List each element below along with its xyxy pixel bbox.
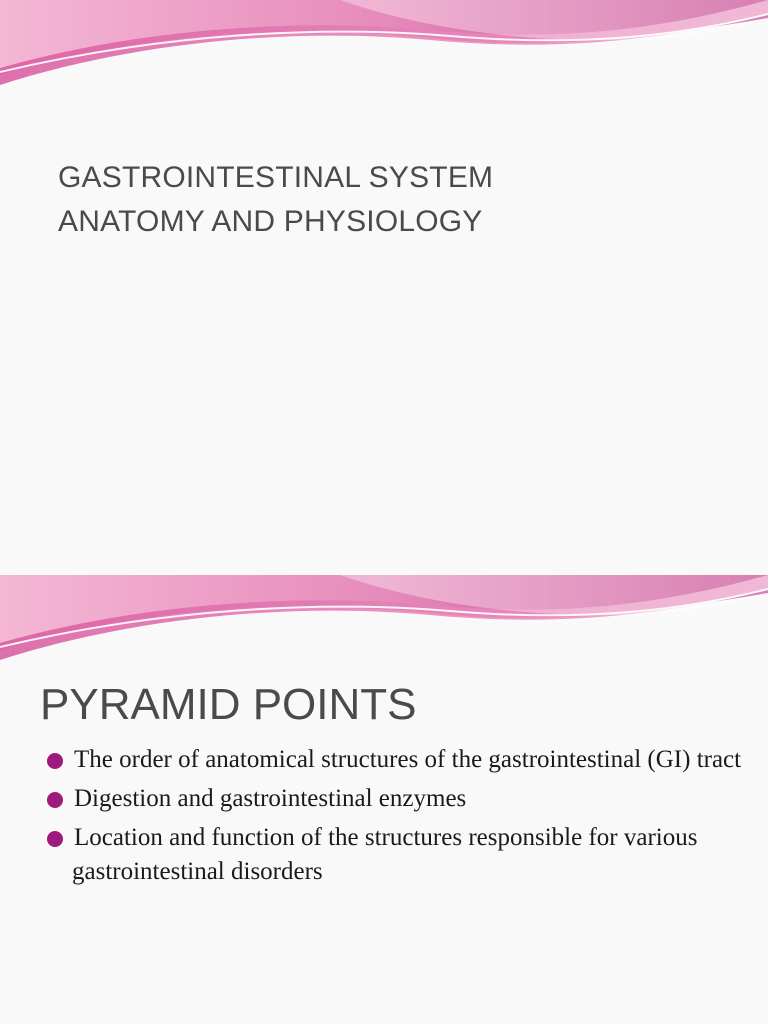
slide-pyramid-points xyxy=(0,575,768,1024)
bullet-text: Digestion and gastrointestinal enzymes xyxy=(74,785,467,812)
decorative-wave-banner xyxy=(0,0,768,95)
slide-title-heading xyxy=(58,156,493,244)
title-line-1: GASTROINTESTINAL SYSTEM xyxy=(58,161,494,194)
bullet-text: Location and function of the structures responsible for various gastrointestinal disorders xyxy=(72,824,698,885)
bullet-text: The order of anatomical structures of the gastrointestinal (GI) tract xyxy=(74,746,742,773)
pyramid-points-list xyxy=(44,743,744,894)
bullet-dot-icon xyxy=(47,792,63,808)
title-line-2: ANATOMY AND PHYSIOLOGY xyxy=(58,205,483,238)
bullet-dot-icon xyxy=(47,831,63,847)
bullet-dot-icon xyxy=(47,753,63,769)
list-item xyxy=(44,821,744,889)
pyramid-points-heading: PYRAMID POINTS xyxy=(40,680,417,729)
decorative-wave-banner xyxy=(0,575,768,670)
list-item xyxy=(44,782,744,816)
list-item xyxy=(44,743,744,777)
